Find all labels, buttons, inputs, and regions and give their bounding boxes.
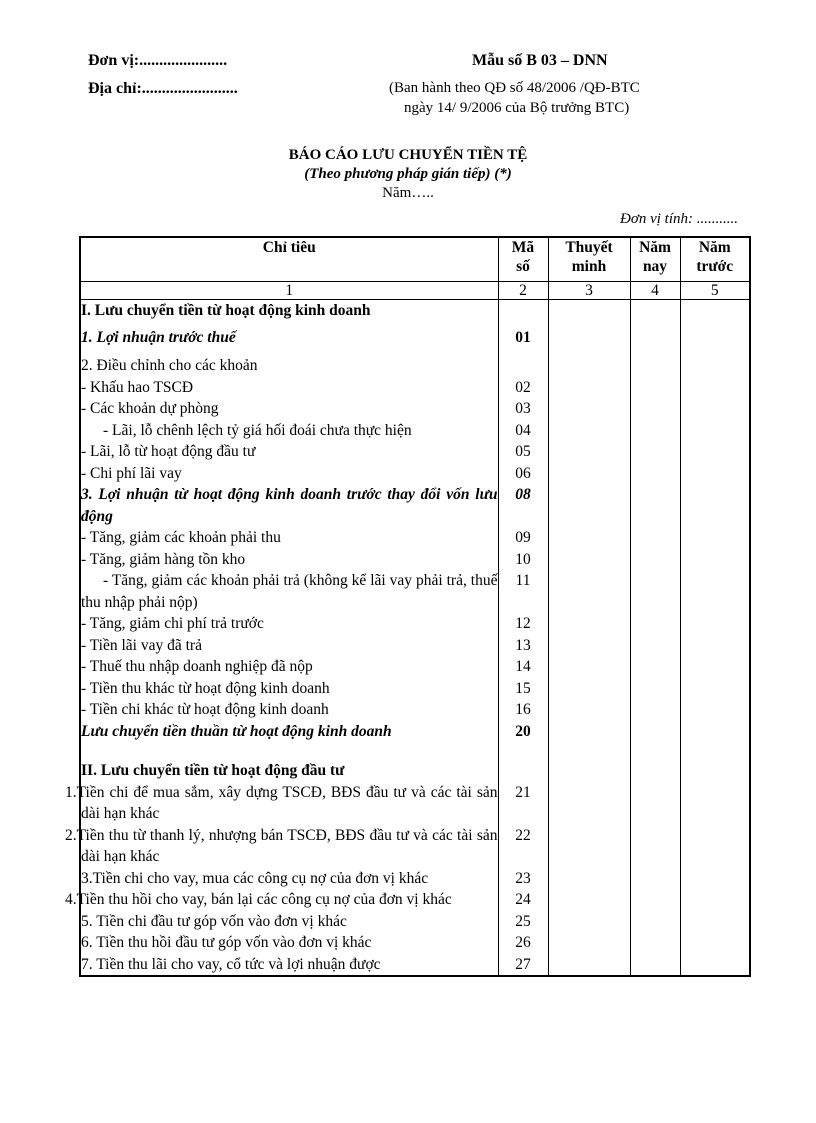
row-code: 10 [498,549,548,571]
header-this-year: Năm nay [630,237,680,281]
row-code: 25 [498,911,548,933]
row-code: 08 [498,484,548,527]
row-code: 12 [498,613,548,635]
row-code [498,355,548,377]
row-code [498,299,548,321]
table-row [80,656,750,678]
form-number: Mẫu số B 03 – DNN [472,52,608,69]
row-code: 23 [498,868,548,890]
table-row [80,868,750,890]
table-row [80,527,750,549]
table-row [80,549,750,571]
table-row [80,570,750,613]
table-row [80,398,750,420]
row-label: 2. Điều chỉnh cho các khoản [80,355,498,377]
address-field: Địa chỉ:........................ [88,80,238,97]
table-row [80,782,750,825]
header-code: Mã số [498,237,548,281]
row-label: - Tăng, giảm hàng tồn kho [80,549,498,571]
row-code: 03 [498,398,548,420]
table-row [80,635,750,657]
row-label: - Tăng, giảm chi phí trả trước [80,613,498,635]
table-row [80,699,750,721]
row-code: 05 [498,441,548,463]
row-code: 22 [498,825,548,868]
report-year: Năm….. [382,185,434,201]
header-indicator: Chỉ tiêu [80,237,498,281]
row-label: - Tăng, giảm các khoản phải trả (không kể lãi vay phải trả, thuế thu nhập phải nộp) [80,570,498,613]
row-label: - Tiền chi khác từ hoạt động kinh doanh [80,699,498,721]
row-label: 4.Tiền thu hồi cho vay, bán lại các công cụ nợ của đơn vị khác [80,889,498,911]
issued-decision-line2: ngày 14/ 9/2006 của Bộ trưởng BTC) [404,100,630,116]
row-label: - Tăng, giảm các khoản phải thu [80,527,498,549]
row-label: 5. Tiền chi đầu tư góp vốn vào đơn vị khác [80,911,498,933]
row-code: 21 [498,782,548,825]
row-code: 01 [498,321,548,355]
row-label: 2.Tiền thu từ thanh lý, nhượng bán TSCĐ, BĐS đầu tư và các tài sản dài hạn khác [80,825,498,868]
table-row [80,321,750,355]
row-label: 3.Tiền chi cho vay, mua các công cụ nợ của đơn vị khác [80,868,498,890]
row-label: 7. Tiền thu lãi cho vay, cổ tức và lợi nhuận được [80,954,498,977]
row-code: 16 [498,699,548,721]
cash-flow-table [65,236,751,977]
row-code: 11 [498,570,548,613]
row-code: 15 [498,678,548,700]
report-subtitle: (Theo phương pháp gián tiếp) (*) [304,166,512,182]
row-label: - Tiền lãi vay đã trả [80,635,498,657]
table-row [80,355,750,377]
table-row [80,825,750,868]
row-label: - Khấu hao TSCĐ [80,377,498,399]
table-row [80,484,750,527]
col-number: 4 [630,281,680,299]
row-label: 1. Lợi nhuận trước thuế [80,321,498,355]
table-row [80,377,750,399]
row-code: 20 [498,721,548,743]
row-code: 13 [498,635,548,657]
row-label: - Lãi, lỗ chênh lệch tỷ giá hối đoái chưa thực hiện [80,420,498,442]
row-code: 04 [498,420,548,442]
row-label: 1.Tiền chi để mua sắm, xây dựng TSCĐ, BĐS đầu tư và các tài sản dài hạn khác [80,782,498,825]
currency-unit: Đơn vị tính: ........... [620,211,738,227]
row-label: - Các khoản dự phòng [80,398,498,420]
table-row [80,889,750,911]
row-label: 6. Tiền thu hồi đầu tư góp vốn vào đơn vị khác [80,932,498,954]
table-row [80,678,750,700]
header-note: Thuyết minh [548,237,630,281]
col-number: 2 [498,281,548,299]
row-code: 09 [498,527,548,549]
report-title: BÁO CÁO LƯU CHUYỂN TIỀN TỆ [288,147,528,163]
row-code: 24 [498,889,548,911]
table-row [80,721,750,743]
row-code: 14 [498,656,548,678]
row-label: - Chi phí lãi vay [80,463,498,485]
table-row [80,911,750,933]
table-row [80,463,750,485]
row-label: - Lãi, lỗ từ hoạt động đầu tư [80,441,498,463]
row-code: 06 [498,463,548,485]
table-row [80,760,750,782]
row-label: Lưu chuyển tiền thuần từ hoạt động kinh doanh [80,721,498,743]
header-prev-year: Năm trước [680,237,750,281]
row-label: I. Lưu chuyển tiền từ hoạt động kinh doanh [80,299,498,321]
issued-decision-line1: (Ban hành theo QĐ số 48/2006 /QĐ-BTC [389,80,640,96]
row-label: - Thuế thu nhập doanh nghiệp đã nộp [80,656,498,678]
row-label: - Tiền thu khác từ hoạt động kinh doanh [80,678,498,700]
row-code: 26 [498,932,548,954]
table-row [80,441,750,463]
table-row [80,954,750,977]
unit-field: Đơn vị:...................... [88,52,228,69]
table-row [80,420,750,442]
table-row [80,613,750,635]
row-label: 3. Lợi nhuận từ hoạt động kinh doanh trước thay đổi vốn lưu động [80,484,498,527]
col-number: 3 [548,281,630,299]
row-code: 02 [498,377,548,399]
row-label: II. Lưu chuyển tiền từ hoạt động đầu tư [80,760,498,782]
row-code [498,760,548,782]
col-number: 1 [80,281,498,299]
col-number: 5 [680,281,750,299]
table-row [80,932,750,954]
table-row [80,299,750,321]
row-code: 27 [498,954,548,977]
